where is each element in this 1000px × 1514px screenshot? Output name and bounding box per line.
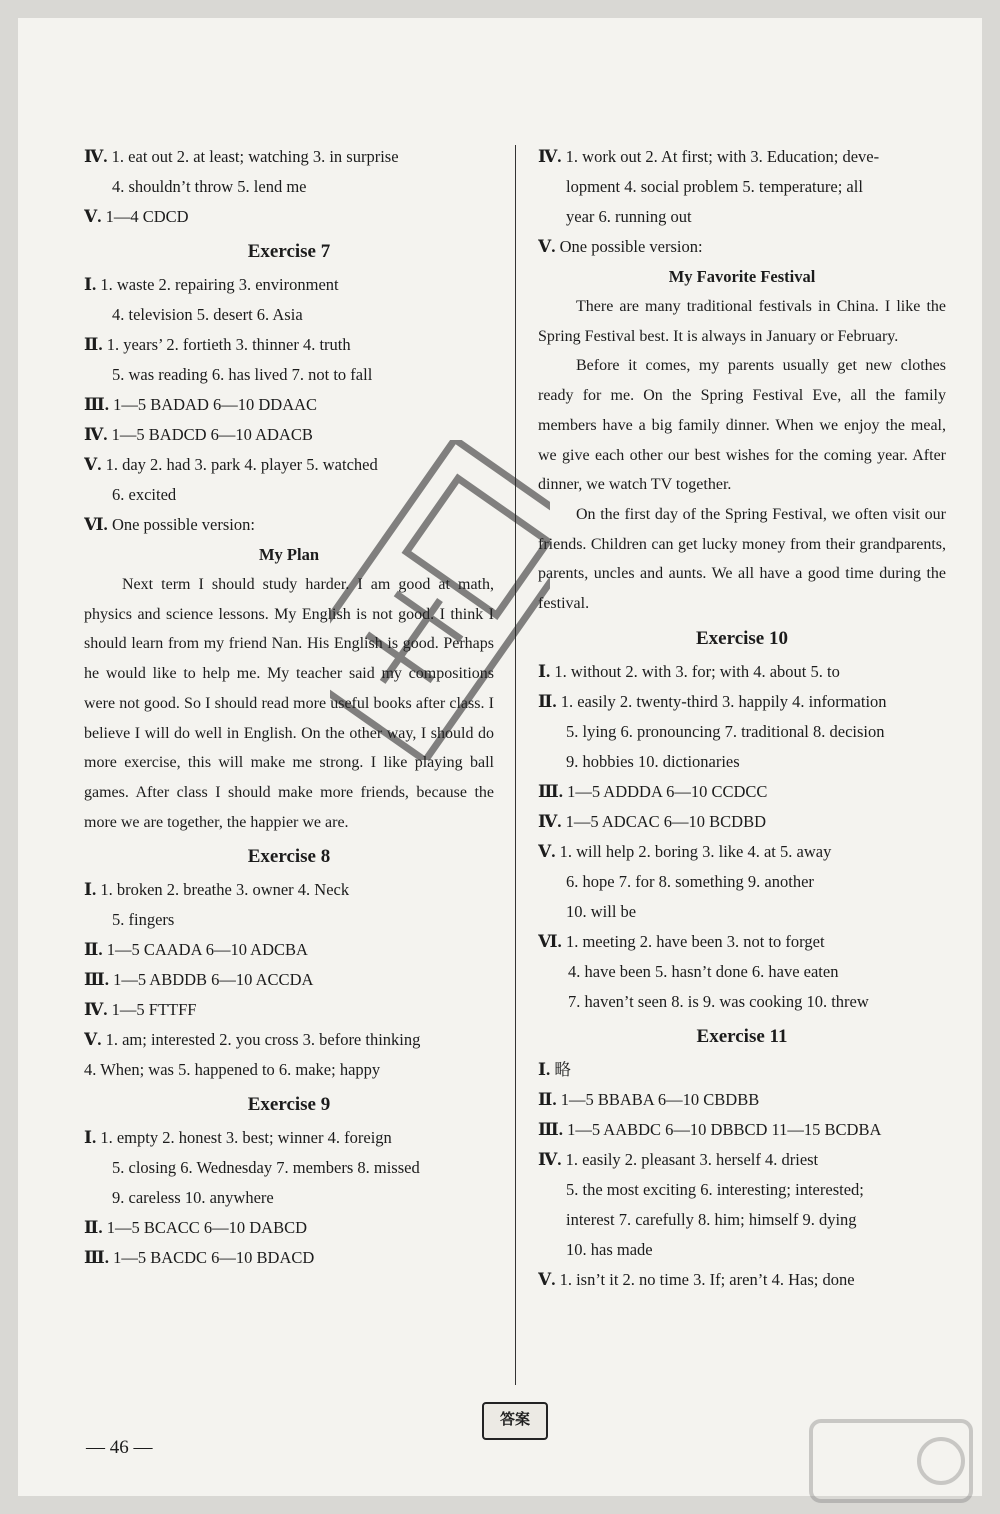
section-numeral: Ⅳ. [538, 811, 562, 831]
section-numeral: Ⅲ. [84, 395, 109, 414]
answer-line [84, 1055, 494, 1085]
answer-text: 1—5 BACDC 6—10 BDACD [108, 1248, 315, 1268]
answer-text: interest 7. carefully 8. him; himself 9. dying [566, 1209, 857, 1229]
section-numeral: Ⅴ. [84, 1030, 102, 1050]
answer-text: 5. fingers [112, 910, 175, 930]
answer-text: 1. waste 2. repairing 3. environment [96, 275, 339, 294]
section-numeral: Ⅱ. [538, 691, 557, 711]
answer-text: 9. careless 10. anywhere [112, 1188, 274, 1208]
answer-line [84, 172, 494, 202]
answer-line [84, 202, 494, 232]
answer-text: 1—5 ADCAC 6—10 BCDBD [561, 811, 766, 831]
exercise-heading: Exercise 9 [247, 1094, 331, 1116]
answer-line [538, 1265, 946, 1295]
section-numeral: Ⅵ. [84, 515, 108, 534]
answer-line [538, 202, 946, 232]
section-numeral: Ⅴ. [84, 207, 102, 226]
exercise-heading: Exercise 8 [247, 846, 331, 868]
answer-text: 1—5 ABDDB 6—10 ACCDA [108, 970, 314, 990]
answer-line [538, 777, 946, 807]
answer-text: 1. meeting 2. have been 3. not to forget [561, 931, 825, 951]
answer-text: One possible version: [107, 515, 255, 534]
answer-text: 5. lying 6. pronouncing 7. traditional 8. decision [566, 721, 885, 741]
answer-text: 1. isn’t it 2. no time 3. If; aren’t 4. Has; done [555, 1269, 855, 1289]
answer-line [538, 807, 946, 837]
answer-line [84, 935, 494, 965]
answer-line [538, 232, 946, 262]
section-numeral: Ⅳ. [84, 1000, 108, 1020]
exercise-heading: Exercise 10 [696, 627, 788, 649]
section-numeral: Ⅴ. [84, 455, 102, 474]
page-number: — 46 — [86, 1437, 153, 1458]
section-numeral: Ⅳ. [538, 147, 562, 166]
section-numeral: Ⅴ. [538, 237, 556, 256]
answer-line [538, 1055, 946, 1085]
answer-text: 6. hope 7. for 8. something 9. another [566, 871, 814, 891]
answer-line [538, 1085, 946, 1115]
answer-line [538, 687, 946, 717]
answer-text: 10. will be [566, 901, 637, 921]
answer-badge: 答案 [482, 1402, 548, 1440]
right-column [538, 142, 946, 1295]
answer-line [538, 172, 946, 202]
answer-line [84, 330, 494, 360]
answer-text: 1. am; interested 2. you cross 3. before thinking [101, 1030, 421, 1050]
answer-line [538, 987, 946, 1017]
answer-line [84, 1025, 494, 1055]
essay-paragraph [538, 500, 946, 619]
section-numeral: Ⅲ. [84, 970, 109, 990]
section-numeral: Ⅱ. [84, 940, 103, 960]
answer-line [84, 1243, 494, 1273]
answer-text: 4. shouldn’t throw 5. lend me [112, 177, 307, 196]
answer-line [84, 1183, 494, 1213]
section-numeral: Ⅰ. [84, 880, 97, 900]
answer-line [84, 875, 494, 905]
answer-text: 1. day 2. had 3. park 4. player 5. watched [101, 455, 378, 474]
answer-line [538, 897, 946, 927]
answer-text: 1. empty 2. honest 3. best; winner 4. foreign [96, 1128, 392, 1148]
answer-text: 1—5 BADAD 6—10 DDAAC [108, 395, 318, 414]
answer-line [84, 965, 494, 995]
paragraph-text: Before it comes, my parents usually get new clothes ready for me. On the Spring Festival Eve, all the family members have a big family dinner. When we enjoy the meal, we give each other our best wishes for the coming year. After dinner, we watch TV together. [538, 357, 946, 494]
answer-line [538, 957, 946, 987]
answer-text: 6. excited [112, 485, 177, 504]
section-numeral: Ⅳ. [538, 1149, 562, 1169]
answer-text: 5. closing 6. Wednesday 7. members 8. missed [112, 1158, 420, 1178]
answer-text: 1. without 2. with 3. for; with 4. about 5. to [550, 661, 840, 681]
answer-line [538, 1205, 946, 1235]
answer-line [84, 270, 494, 300]
answer-text: 1. will help 2. boring 3. like 4. at 5. away [555, 841, 832, 861]
section-numeral: Ⅰ. [84, 275, 97, 294]
section-numeral: Ⅱ. [538, 1089, 557, 1109]
answer-text: 7. haven’t seen 8. is 9. was cooking 10. threw [568, 991, 869, 1011]
essay-title: My Plan [258, 545, 320, 564]
answer-text: 1. easily 2. twenty-third 3. happily 4. information [556, 691, 887, 711]
answer-line [84, 300, 494, 330]
answer-text: 1. work out 2. At first; with 3. Education; deve- [561, 147, 880, 166]
answer-text: 1—4 CDCD [101, 207, 189, 226]
answer-text: 1—5 BCACC 6—10 DABCD [102, 1218, 308, 1238]
answer-text: 9. hobbies 10. dictionaries [566, 751, 740, 771]
answer-line [84, 995, 494, 1025]
answer-text: 4. television 5. desert 6. Asia [112, 305, 303, 324]
section-numeral: Ⅰ. [538, 1059, 551, 1079]
column-divider [515, 145, 516, 1385]
answer-text: 1—5 FTTFF [107, 1000, 197, 1020]
section-numeral: Ⅱ. [84, 1218, 103, 1238]
section-numeral: Ⅳ. [84, 425, 108, 444]
answer-line [538, 837, 946, 867]
answer-text: year 6. running out [566, 207, 692, 226]
answer-text: 1—5 CAADA 6—10 ADCBA [102, 940, 308, 960]
essay-title: My Favorite Festival [668, 267, 816, 286]
section-numeral: Ⅵ. [538, 931, 562, 951]
answer-text: 1—5 AABDC 6—10 DBBCD 11—15 BCDBA [562, 1119, 882, 1139]
answer-line [538, 1175, 946, 1205]
answer-text: 5. was reading 6. has lived 7. not to fall [112, 365, 373, 384]
answer-text: One possible version: [555, 237, 703, 256]
answer-line [84, 390, 494, 420]
answer-text: 1—5 BBABA 6—10 CBDBB [556, 1089, 760, 1109]
answer-line [538, 717, 946, 747]
answer-line [538, 1235, 946, 1265]
answer-text: 1—5 ADDDA 6—10 CCDCC [562, 781, 768, 801]
answer-text: 1. broken 2. breathe 3. owner 4. Neck [96, 880, 350, 900]
answer-line [538, 747, 946, 777]
answer-text: 1. eat out 2. at least; watching 3. in surprise [107, 147, 399, 166]
answer-line [538, 1115, 946, 1145]
answer-line [84, 905, 494, 935]
answer-text: 略 [550, 1059, 571, 1079]
stamp-icon [330, 440, 550, 760]
section-numeral: Ⅴ. [538, 1269, 556, 1289]
essay-paragraph [538, 292, 946, 351]
answer-line [84, 1123, 494, 1153]
answer-line [84, 1153, 494, 1183]
paragraph-text: There are many traditional festivals in China. I like the Spring Festival best. It is always in January or February. [538, 298, 946, 345]
answer-text: 4. have been 5. hasn’t done 6. have eaten [568, 961, 839, 981]
answer-text: lopment 4. social problem 5. temperature; all [566, 177, 863, 196]
answer-text: 10. has made [566, 1239, 653, 1259]
answer-line [538, 927, 946, 957]
section-numeral: Ⅱ. [84, 335, 103, 354]
watermark-icon [806, 1416, 976, 1506]
paragraph-text: On the first day of the Spring Festival, we often visit our friends. Children can get lucky money from their grandparents, parents, uncles and aunts. We all have a good time during the festival. [538, 505, 946, 613]
section-numeral: Ⅳ. [84, 147, 108, 166]
essay-paragraph [538, 351, 946, 500]
answer-line [84, 142, 494, 172]
answer-text: 4. When; was 5. happened to 6. make; happy [84, 1060, 381, 1080]
answer-line [538, 867, 946, 897]
answer-line [84, 1213, 494, 1243]
paragraph-text: Next term I should study harder. I am good at math, physics and science lessons. My English is not good. I think I should learn from my friend Nan. His English is good. Perhaps he would like to help me. My teacher said my compositions were not good. So I should read more useful books after class. I believe I will do well in English. On the other way, I should do more exercise, this will make me strong. I like playing ball games. After class I should make more friends, because the more we are together, the happier we are. [84, 576, 494, 831]
exercise-heading: Exercise 11 [696, 1025, 788, 1047]
section-numeral: Ⅲ. [538, 1119, 563, 1139]
section-numeral: Ⅰ. [538, 661, 551, 681]
answer-text: 1. years’ 2. fortieth 3. thinner 4. truth [102, 335, 351, 354]
answer-line [84, 360, 494, 390]
section-numeral: Ⅴ. [538, 841, 556, 861]
answer-text: 1. easily 2. pleasant 3. herself 4. driest [561, 1149, 819, 1169]
section-numeral: Ⅰ. [84, 1128, 97, 1148]
answer-line [538, 657, 946, 687]
answer-line [538, 1145, 946, 1175]
exercise-heading: Exercise 7 [247, 241, 331, 262]
section-numeral: Ⅲ. [84, 1248, 109, 1268]
answer-text: 1—5 BADCD 6—10 ADACB [107, 425, 313, 444]
answer-line [538, 142, 946, 172]
section-numeral: Ⅲ. [538, 781, 563, 801]
answer-text: 5. the most exciting 6. interesting; interested; [566, 1179, 864, 1199]
